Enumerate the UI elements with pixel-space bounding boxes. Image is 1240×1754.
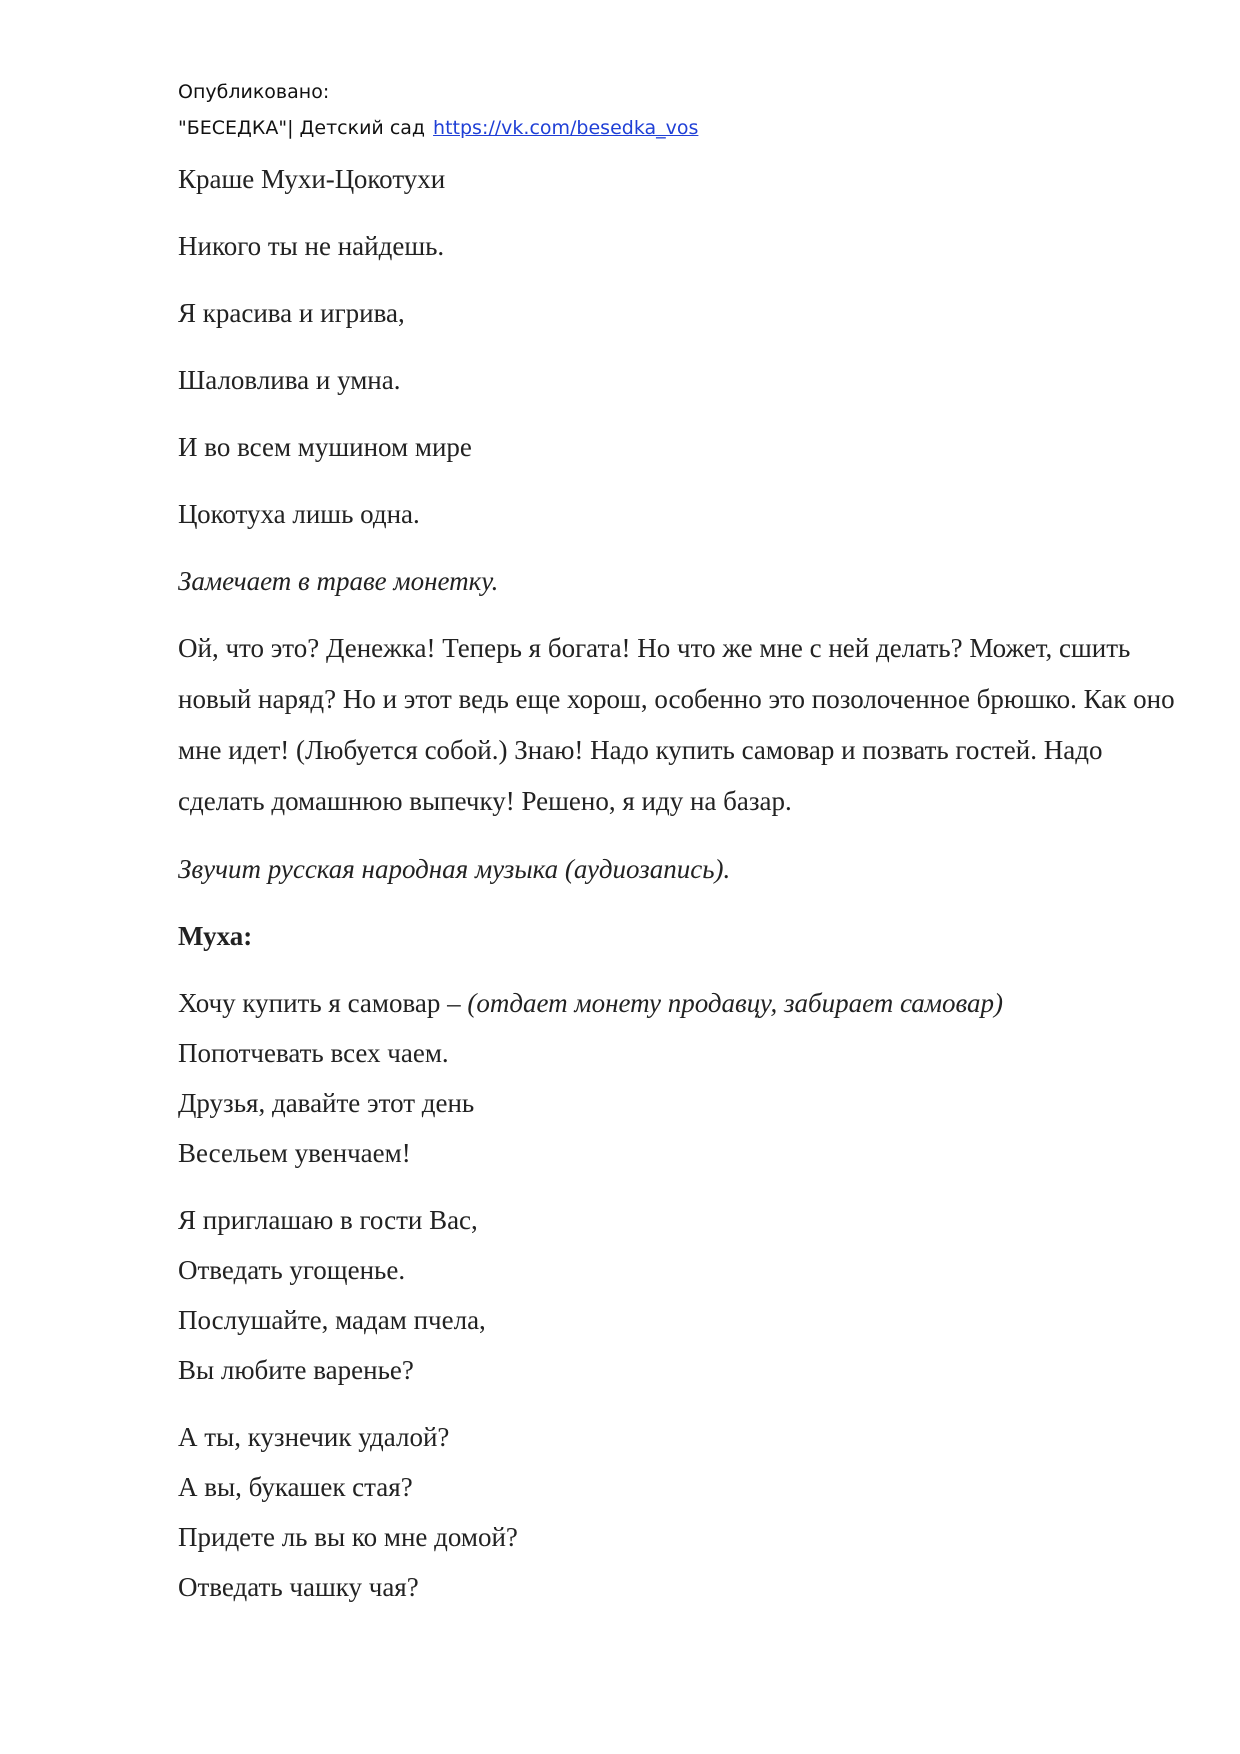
verse-line: Я приглашаю в гости Вас, — [178, 1205, 478, 1235]
speaker-name: Муха: — [178, 921, 253, 951]
verse-line: Послушайте, мадам пчела, — [178, 1305, 486, 1335]
verse-line: Цокотуха лишь одна. — [178, 499, 420, 529]
verse-line: Друзья, давайте этот день — [178, 1088, 475, 1118]
verse-line: Отведать угощенье. — [178, 1255, 406, 1285]
verse-line: Я красива и игрива, — [178, 298, 405, 328]
stage-direction: Звучит русская народная музыка (аудиозапись). — [178, 854, 731, 884]
verse-line: Придете ль вы ко мне домой? — [178, 1522, 518, 1552]
verse-line: А вы, букашек стая? — [178, 1472, 413, 1502]
verse-line: А ты, кузнечик удалой? — [178, 1422, 450, 1452]
vk-link[interactable]: https://vk.com/besedka_vos — [433, 117, 699, 139]
stage-note: (отдает монету продавцу, забирает самовар) — [467, 988, 1004, 1018]
prose-paragraph: Ой, что это? Денежка! Теперь я богата! Но что же мне с ней делать? Может, сшить новый наряд? Но и этот ведь еще хорош, особенно это позолоченное брюшко. Как оно мне идет! (Любуется собой.) Знаю! Надо купить самовар и позвать гостей. Надо сделать домашнюю выпечку! Решено, я иду на базар. — [178, 633, 1175, 816]
document-body — [178, 154, 1178, 1612]
verse-line: Вы любите варенье? — [178, 1355, 414, 1385]
verse-line: Шаловлива и умна. — [178, 365, 401, 395]
verse-line: Краше Мухи-Цокотухи — [178, 164, 446, 194]
source-line — [178, 110, 698, 146]
verse-line: Попотчевать всех чаем. — [178, 1038, 449, 1068]
source-text: "БЕСЕДКА"| Детский сад — [178, 117, 426, 139]
publication-header — [178, 74, 698, 146]
verse-line: Отведать чашку чая? — [178, 1572, 419, 1602]
published-label: Опубликовано: — [178, 81, 330, 103]
verse-text: Хочу купить я самовар – — [178, 988, 468, 1018]
verse-line: Никого ты не найдешь. — [178, 231, 445, 261]
verse-line — [178, 978, 1178, 1028]
verse-line: И во всем мушином мире — [178, 432, 472, 462]
stage-direction: Замечает в траве монетку. — [178, 566, 499, 596]
verse-line: Весельем увенчаем! — [178, 1138, 411, 1168]
